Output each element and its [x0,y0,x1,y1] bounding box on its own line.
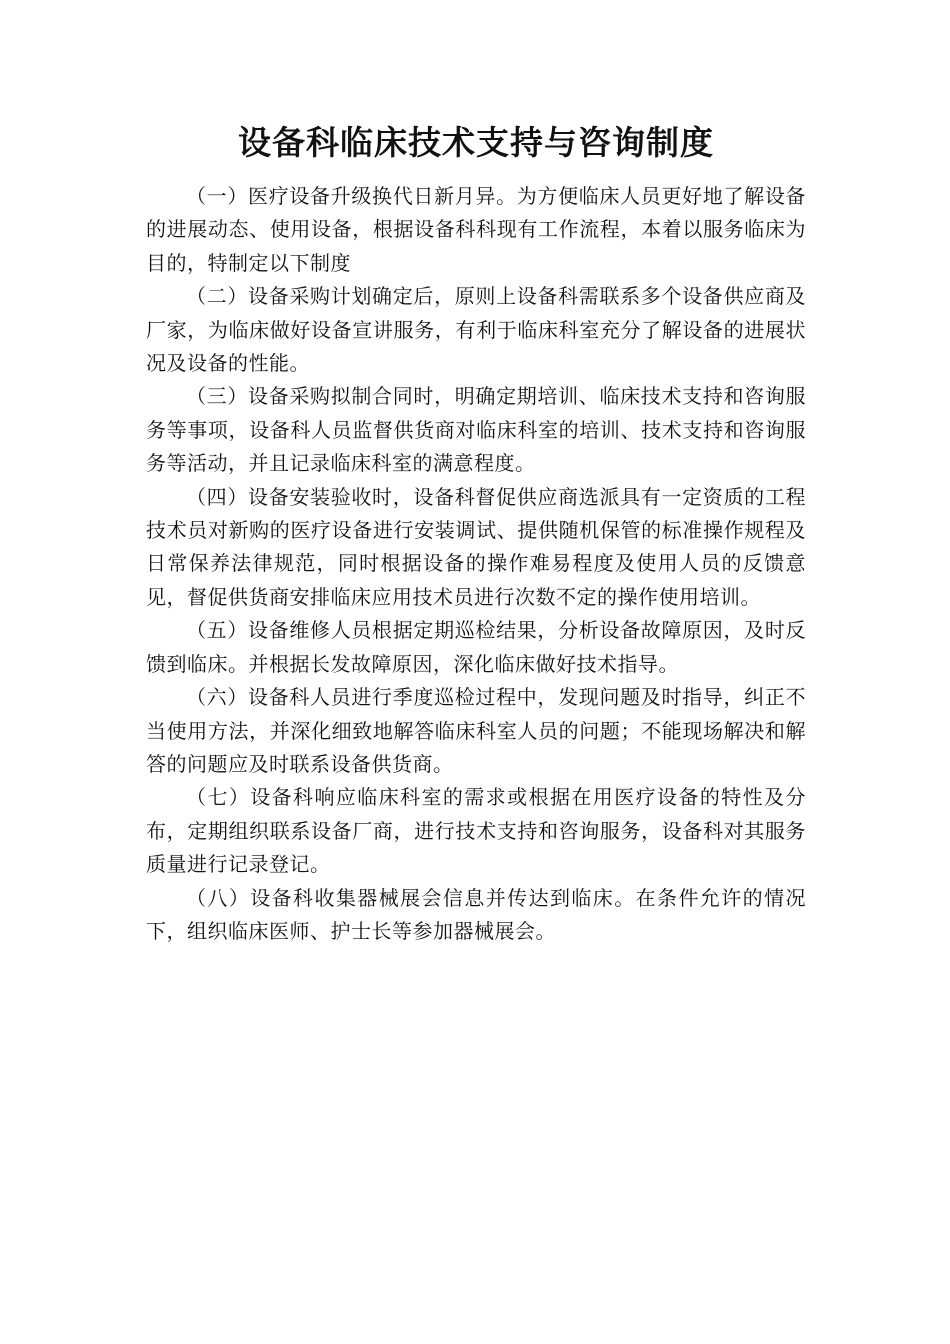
clause-5: （五）设备维修人员根据定期巡检结果，分析设备故障原因，及时反馈到临床。并根据长发故障原因，深化临床做好技术指导。 [146,618,806,676]
clause-1: （一）医疗设备升级换代日新月异。为方便临床人员更好地了解设备的进展动态、使用设备，根据设备科科现有工作流程，本着以服务临床为目的，特制定以下制度 [146,184,806,275]
document-page [146,118,806,948]
clause-3: （三）设备采购拟制合同时，明确定期培训、临床技术支持和咨询服务等事项，设备科人员监督供货商对临床科室的培训、技术支持和咨询服务等活动，并且记录临床科室的满意程度。 [146,384,806,476]
clause-6: （六）设备科人员进行季度巡检过程中，发现问题及时指导，纠正不当使用方法，并深化细致地解答临床科室人员的问题；不能现场解决和解答的问题应及时联系设备供货商。 [146,685,806,776]
clause-4: （四）设备安装验收时，设备科督促供应商选派具有一定资质的工程技术员对新购的医疗设备进行安装调试、提供随机保管的标准操作规程及日常保养法律规范，同时根据设备的操作难易程度及使用人员的反馈意见，督促供货商安排临床应用技术员进行次数不定的操作使用培训。 [146,484,806,609]
clause-2: （二）设备采购计划确定后，原则上设备科需联系多个设备供应商及厂家，为临床做好设备宣讲服务，有利于临床科室充分了解设备的进展状况及设备的性能。 [146,284,806,376]
clause-7: （七）设备科响应临床科室的需求或根据在用医疗设备的特性及分布，定期组织联系设备厂商，进行技术支持和咨询服务，设备科对其服务质量进行记录登记。 [146,785,806,877]
document-title: 设备科临床技术支持与咨询制度 [238,123,714,162]
clause-8: （八）设备科收集器械展会信息并传达到临床。在条件允许的情况下，组织临床医师、护士长等参加器械展会。 [146,885,806,943]
